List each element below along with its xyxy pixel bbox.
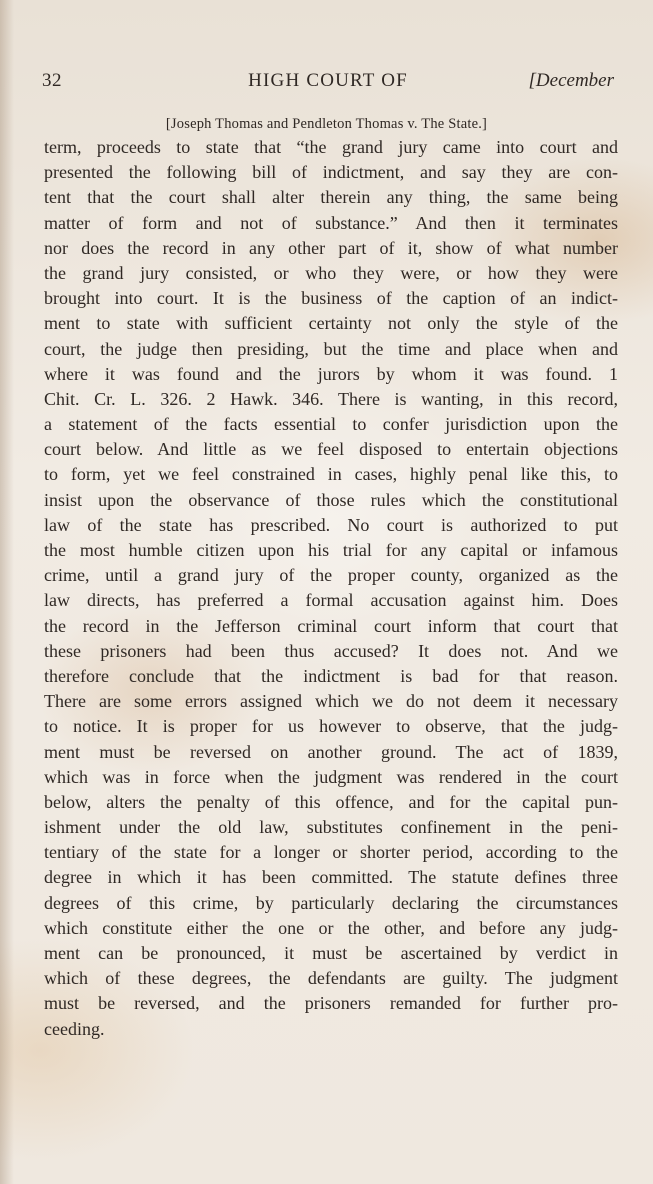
text-line: these prisoners had been thus accused? It does not. And we — [44, 640, 618, 661]
text-line: which was in force when the judgment was rendered in the court — [44, 766, 618, 787]
text-line: to notice. It is proper for us however to observe, that the judg- — [44, 716, 618, 737]
case-title: [Joseph Thomas and Pendleton Thomas v. The State.] — [165, 116, 488, 132]
text-line: tent that the court shall alter therein any thing, the same being — [44, 187, 618, 208]
text-line: nor does the record in any other part of it, show of what number — [44, 237, 618, 258]
text-line: law directs, has preferred a formal accusation against him. Does — [44, 590, 618, 611]
text-line: degrees of this crime, by particularly declaring the circumstances — [44, 892, 618, 913]
text-line: Chit. Cr. L. 326. 2 Hawk. 346. There is wanting, in this record, — [44, 388, 618, 409]
page-header — [42, 70, 614, 94]
text-line: ment can be pronounced, it must be ascertained by verdict in — [44, 943, 618, 963]
text-line: the record in the Jefferson criminal court inform that court that — [44, 615, 618, 636]
text-line: the most humble citizen upon his trial for any capital or infamous — [44, 540, 618, 560]
body-text — [44, 135, 618, 1042]
text-line: to form, yet we feel constrained in cases, highly penal like this, to — [44, 464, 618, 485]
text-line: ceeding. — [44, 1018, 105, 1039]
text-line: There are some errors assigned which we do not deem it necessary — [44, 691, 618, 712]
text-line: which constitute either the one or the other, and before any judg- — [44, 917, 618, 938]
text-line: matter of form and not of substance.” And then it terminates — [44, 212, 618, 233]
page-number: 32 — [42, 70, 62, 91]
text-line: insist upon the observance of those rules which the constitutional — [44, 489, 618, 510]
text-line: law of the state has prescribed. No court is authorized to put — [44, 514, 618, 535]
running-date: [December — [528, 70, 614, 91]
text-line: which of these degrees, the defendants are guilty. The judgment — [44, 968, 618, 989]
text-line: presented the following bill of indictment, and say they are con- — [44, 162, 618, 183]
text-line: below, alters the penalty of this offence, and for the capital pun- — [44, 791, 618, 812]
page-gutter-shadow — [0, 0, 14, 1184]
text-line: a statement of the facts essential to confer jurisdiction upon the — [44, 414, 618, 435]
text-line: therefore conclude that the indictment is bad for that reason. — [44, 665, 618, 686]
text-line: where it was found and the jurors by whom it was found. 1 — [44, 363, 618, 384]
text-line: term, proceeds to state that “the grand jury came into court and — [44, 137, 618, 157]
text-line: ishment under the old law, substitutes confinement in the peni- — [44, 817, 618, 838]
text-line: ment to state with sufficient certainty not only the style of the — [44, 313, 618, 334]
text-line: the grand jury consisted, or who they were, or how they were — [44, 262, 618, 283]
text-line: brought into court. It is the business of the caption of an indict- — [44, 288, 618, 309]
text-line: must be reversed, and the prisoners remanded for further pro- — [44, 993, 618, 1014]
running-head: HIGH COURT OF — [248, 70, 408, 91]
text-line: crime, until a grand jury of the proper county, organized as the — [44, 565, 618, 586]
text-line: court, the judge then presiding, but the time and place when and — [44, 338, 618, 359]
text-line: tentiary of the state for a longer or shorter period, according to the — [44, 842, 618, 863]
text-line: ment must be reversed on another ground. The act of 1839, — [44, 741, 618, 762]
text-line: court below. And little as we feel disposed to entertain objections — [44, 439, 618, 460]
text-line: degree in which it has been committed. The statute defines three — [44, 867, 618, 888]
